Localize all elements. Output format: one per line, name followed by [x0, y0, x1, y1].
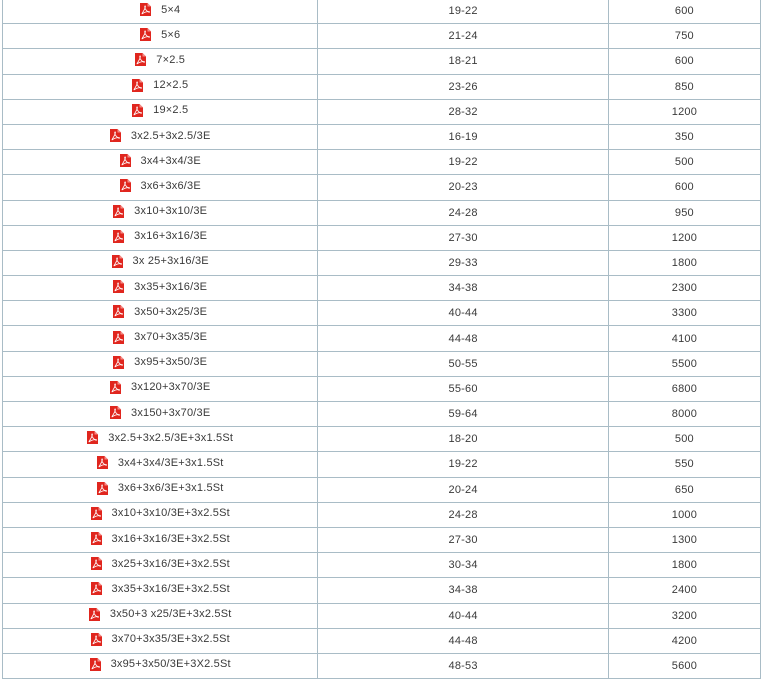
cable-name-cell: [3, 250, 318, 275]
outer-diameter-cell: 19-22: [318, 150, 608, 175]
pdf-file-icon[interactable]: [89, 608, 100, 621]
cable-name-wrap: [110, 406, 210, 419]
cable-name-wrap: [90, 658, 231, 671]
cable-name-wrap: [113, 230, 207, 243]
pdf-file-icon-graphic: [132, 104, 143, 117]
pdf-file-icon[interactable]: [132, 79, 143, 92]
outer-diameter-cell: 48-53: [318, 653, 608, 678]
cable-name-cell: [3, 502, 318, 527]
cable-name-cell: [3, 376, 318, 401]
cable-name-wrap: [120, 154, 201, 167]
cable-name-cell: [3, 276, 318, 301]
table-row: [3, 276, 761, 301]
pdf-file-icon[interactable]: [113, 280, 124, 293]
weight-cell: 4200: [608, 628, 760, 653]
cable-name: 3x50+3x25/3E: [134, 305, 208, 318]
outer-diameter-cell: 18-20: [318, 427, 608, 452]
table-row: [3, 124, 761, 149]
table-row: [3, 326, 761, 351]
cable-name-wrap: [97, 482, 224, 495]
outer-diameter-cell: 20-24: [318, 477, 608, 502]
table-row: [3, 578, 761, 603]
pdf-file-icon[interactable]: [113, 331, 124, 344]
cable-name-cell: [3, 225, 318, 250]
cable-name: 3x120+3x70/3E: [131, 381, 211, 394]
pdf-file-icon-graphic: [91, 582, 102, 595]
cable-spec-table-body: [3, 0, 761, 679]
pdf-file-icon-graphic: [110, 406, 121, 419]
weight-cell: 500: [608, 150, 760, 175]
table-row: [3, 24, 761, 49]
pdf-file-icon[interactable]: [135, 53, 146, 66]
cable-name-cell: [3, 49, 318, 74]
pdf-file-icon[interactable]: [120, 154, 131, 167]
cable-name-wrap: [140, 3, 180, 16]
table-row: [3, 553, 761, 578]
outer-diameter-cell: 34-38: [318, 276, 608, 301]
cable-name-cell: [3, 628, 318, 653]
pdf-file-icon[interactable]: [110, 129, 121, 142]
table-row: [3, 477, 761, 502]
cable-name-wrap: [91, 507, 230, 520]
cable-name-cell: [3, 326, 318, 351]
weight-cell: 1800: [608, 553, 760, 578]
cable-name: 12×2.5: [153, 79, 189, 92]
cable-name: 3x16+3x16/3E+3x2.5St: [111, 532, 230, 545]
cable-name-cell: [3, 301, 318, 326]
table-row: [3, 49, 761, 74]
cable-name-cell: [3, 402, 318, 427]
weight-cell: 5600: [608, 653, 760, 678]
pdf-file-icon[interactable]: [113, 205, 124, 218]
outer-diameter-cell: 55-60: [318, 376, 608, 401]
table-row: [3, 301, 761, 326]
table-row: [3, 150, 761, 175]
outer-diameter-cell: 18-21: [318, 49, 608, 74]
outer-diameter-cell: 40-44: [318, 603, 608, 628]
pdf-file-icon-graphic: [120, 154, 131, 167]
pdf-file-icon[interactable]: [91, 633, 102, 646]
outer-diameter-cell: 40-44: [318, 301, 608, 326]
cable-name-cell: [3, 74, 318, 99]
cable-name: 3x2.5+3x2.5/3E+3x1.5St: [108, 431, 234, 444]
cable-name: 3x 25+3x16/3E: [132, 255, 209, 268]
cable-name: 3x35+3x16/3E+3x2.5St: [111, 582, 230, 595]
cable-name: 3x4+3x4/3E: [140, 154, 201, 167]
pdf-file-icon[interactable]: [120, 179, 131, 192]
pdf-file-icon-graphic: [132, 79, 143, 92]
cable-name-wrap: [113, 331, 207, 344]
outer-diameter-cell: 27-30: [318, 225, 608, 250]
pdf-file-icon-graphic: [110, 129, 121, 142]
cable-name: 3x25+3x16/3E+3x2.5St: [111, 557, 230, 570]
weight-cell: 8000: [608, 402, 760, 427]
pdf-file-icon[interactable]: [132, 104, 143, 117]
pdf-file-icon-graphic: [113, 280, 124, 293]
cable-name: 5×6: [161, 28, 181, 41]
pdf-file-icon-graphic: [135, 53, 146, 66]
table-row: [3, 427, 761, 452]
weight-cell: 500: [608, 427, 760, 452]
cable-name-wrap: [132, 104, 188, 117]
table-row: [3, 225, 761, 250]
pdf-file-icon[interactable]: [112, 255, 123, 268]
cable-name: 19×2.5: [153, 104, 189, 117]
pdf-file-icon-graphic: [110, 381, 121, 394]
weight-cell: 1800: [608, 250, 760, 275]
weight-cell: 600: [608, 49, 760, 74]
cable-name-cell: [3, 603, 318, 628]
weight-cell: 4100: [608, 326, 760, 351]
cable-name-wrap: [120, 179, 201, 192]
cable-name-wrap: [91, 633, 230, 646]
cable-name: 3x16+3x16/3E: [134, 230, 208, 243]
cable-name-wrap: [135, 53, 185, 66]
cable-name-cell: [3, 200, 318, 225]
weight-cell: 550: [608, 452, 760, 477]
pdf-file-icon-graphic: [140, 3, 151, 16]
weight-cell: 850: [608, 74, 760, 99]
outer-diameter-cell: 21-24: [318, 24, 608, 49]
pdf-file-icon[interactable]: [91, 507, 102, 520]
cable-name: 3x4+3x4/3E+3x1.5St: [117, 456, 224, 469]
pdf-file-icon-graphic: [112, 255, 123, 268]
cable-name-cell: [3, 578, 318, 603]
pdf-file-icon-graphic: [87, 431, 98, 444]
pdf-file-icon-graphic: [113, 230, 124, 243]
cable-name-cell: [3, 653, 318, 678]
table-row: [3, 99, 761, 124]
table-row: [3, 200, 761, 225]
cable-spec-table: [2, 0, 761, 679]
outer-diameter-cell: 29-33: [318, 250, 608, 275]
weight-cell: 650: [608, 477, 760, 502]
outer-diameter-cell: 23-26: [318, 74, 608, 99]
cable-name: 3x10+3x10/3E: [134, 205, 208, 218]
outer-diameter-cell: 19-22: [318, 452, 608, 477]
cable-name-wrap: [113, 280, 207, 293]
cable-name-wrap: [91, 557, 230, 570]
pdf-file-icon-graphic: [97, 456, 108, 469]
cable-name: 3x50+3 x25/3E+3x2.5St: [109, 608, 232, 621]
table-row: [3, 402, 761, 427]
pdf-file-icon-graphic: [91, 507, 102, 520]
table-row: [3, 452, 761, 477]
cable-name-wrap: [110, 129, 211, 142]
outer-diameter-cell: 20-23: [318, 175, 608, 200]
weight-cell: 750: [608, 24, 760, 49]
outer-diameter-cell: 19-22: [318, 0, 608, 24]
cable-name-wrap: [113, 205, 207, 218]
cable-name: 3x6+3x6/3E: [140, 179, 201, 192]
weight-cell: 1300: [608, 527, 760, 552]
weight-cell: 3300: [608, 301, 760, 326]
cable-name-wrap: [97, 456, 224, 469]
table-row: [3, 351, 761, 376]
pdf-file-icon-graphic: [91, 557, 102, 570]
weight-cell: 3200: [608, 603, 760, 628]
table-row: [3, 376, 761, 401]
pdf-file-icon[interactable]: [91, 582, 102, 595]
pdf-file-icon[interactable]: [90, 658, 101, 671]
table-row: [3, 502, 761, 527]
table-row: [3, 653, 761, 678]
weight-cell: 1000: [608, 502, 760, 527]
pdf-file-icon[interactable]: [113, 305, 124, 318]
cable-name-wrap: [113, 356, 207, 369]
table-row: [3, 0, 761, 24]
outer-diameter-cell: 59-64: [318, 402, 608, 427]
cable-name-wrap: [87, 431, 233, 444]
table-row: [3, 603, 761, 628]
outer-diameter-cell: 28-32: [318, 99, 608, 124]
cable-name: 3x6+3x6/3E+3x1.5St: [117, 482, 224, 495]
cable-name-wrap: [91, 582, 230, 595]
weight-cell: 950: [608, 200, 760, 225]
pdf-file-icon-graphic: [91, 532, 102, 545]
cable-name: 3x35+3x16/3E: [134, 280, 208, 293]
cable-name-wrap: [89, 608, 232, 621]
pdf-file-icon[interactable]: [110, 381, 121, 394]
outer-diameter-cell: 30-34: [318, 553, 608, 578]
cable-name-cell: [3, 0, 318, 24]
pdf-file-icon[interactable]: [97, 456, 108, 469]
outer-diameter-cell: 34-38: [318, 578, 608, 603]
table-row: [3, 74, 761, 99]
weight-cell: 600: [608, 0, 760, 24]
cable-name-cell: [3, 150, 318, 175]
table-row: [3, 628, 761, 653]
pdf-file-icon[interactable]: [140, 28, 151, 41]
pdf-file-icon[interactable]: [91, 557, 102, 570]
cable-name: 3x2.5+3x2.5/3E: [130, 129, 211, 142]
cable-name-cell: [3, 99, 318, 124]
weight-cell: 600: [608, 175, 760, 200]
outer-diameter-cell: 24-28: [318, 200, 608, 225]
cable-name: 3x95+3x50/3E+3X2.5St: [110, 658, 231, 671]
cable-name-wrap: [91, 532, 230, 545]
pdf-file-icon-graphic: [113, 205, 124, 218]
weight-cell: 2300: [608, 276, 760, 301]
outer-diameter-cell: 50-55: [318, 351, 608, 376]
pdf-file-icon[interactable]: [110, 406, 121, 419]
pdf-file-icon-graphic: [120, 179, 131, 192]
table-row: [3, 527, 761, 552]
table-row: [3, 175, 761, 200]
pdf-file-icon-graphic: [113, 305, 124, 318]
cable-name: 7×2.5: [156, 53, 186, 66]
pdf-file-icon[interactable]: [97, 482, 108, 495]
pdf-file-icon-graphic: [113, 356, 124, 369]
pdf-file-icon[interactable]: [87, 431, 98, 444]
outer-diameter-cell: 27-30: [318, 527, 608, 552]
pdf-file-icon-graphic: [140, 28, 151, 41]
weight-cell: 1200: [608, 225, 760, 250]
pdf-file-icon[interactable]: [113, 230, 124, 243]
weight-cell: 1200: [608, 99, 760, 124]
cable-name-cell: [3, 427, 318, 452]
cable-name-cell: [3, 175, 318, 200]
pdf-file-icon-graphic: [97, 482, 108, 495]
cable-name: 3x95+3x50/3E: [134, 356, 208, 369]
cable-name-cell: [3, 24, 318, 49]
outer-diameter-cell: 44-48: [318, 326, 608, 351]
pdf-file-icon[interactable]: [140, 3, 151, 16]
cable-name-cell: [3, 553, 318, 578]
pdf-file-icon[interactable]: [91, 532, 102, 545]
weight-cell: 6800: [608, 376, 760, 401]
pdf-file-icon-graphic: [113, 331, 124, 344]
cable-name-cell: [3, 124, 318, 149]
cable-name-cell: [3, 527, 318, 552]
pdf-file-icon-graphic: [90, 658, 101, 671]
cable-name: 3x150+3x70/3E: [131, 406, 211, 419]
cable-name: 3x70+3x35/3E: [134, 331, 208, 344]
pdf-file-icon-graphic: [91, 633, 102, 646]
cable-name-wrap: [113, 305, 207, 318]
cable-name-wrap: [132, 79, 188, 92]
weight-cell: 5500: [608, 351, 760, 376]
cable-name-cell: [3, 351, 318, 376]
cable-name: 3x10+3x10/3E+3x2.5St: [111, 507, 230, 520]
cable-name: 3x70+3x35/3E+3x2.5St: [111, 633, 230, 646]
cable-name-cell: [3, 452, 318, 477]
cable-name-wrap: [110, 381, 210, 394]
cable-name: 5×4: [161, 3, 181, 16]
outer-diameter-cell: 24-28: [318, 502, 608, 527]
pdf-file-icon-graphic: [89, 608, 100, 621]
cable-name-wrap: [140, 28, 180, 41]
table-row: [3, 250, 761, 275]
cable-name-cell: [3, 477, 318, 502]
pdf-file-icon[interactable]: [113, 356, 124, 369]
outer-diameter-cell: 16-19: [318, 124, 608, 149]
weight-cell: 2400: [608, 578, 760, 603]
weight-cell: 350: [608, 124, 760, 149]
cable-name-wrap: [112, 255, 209, 268]
outer-diameter-cell: 44-48: [318, 628, 608, 653]
